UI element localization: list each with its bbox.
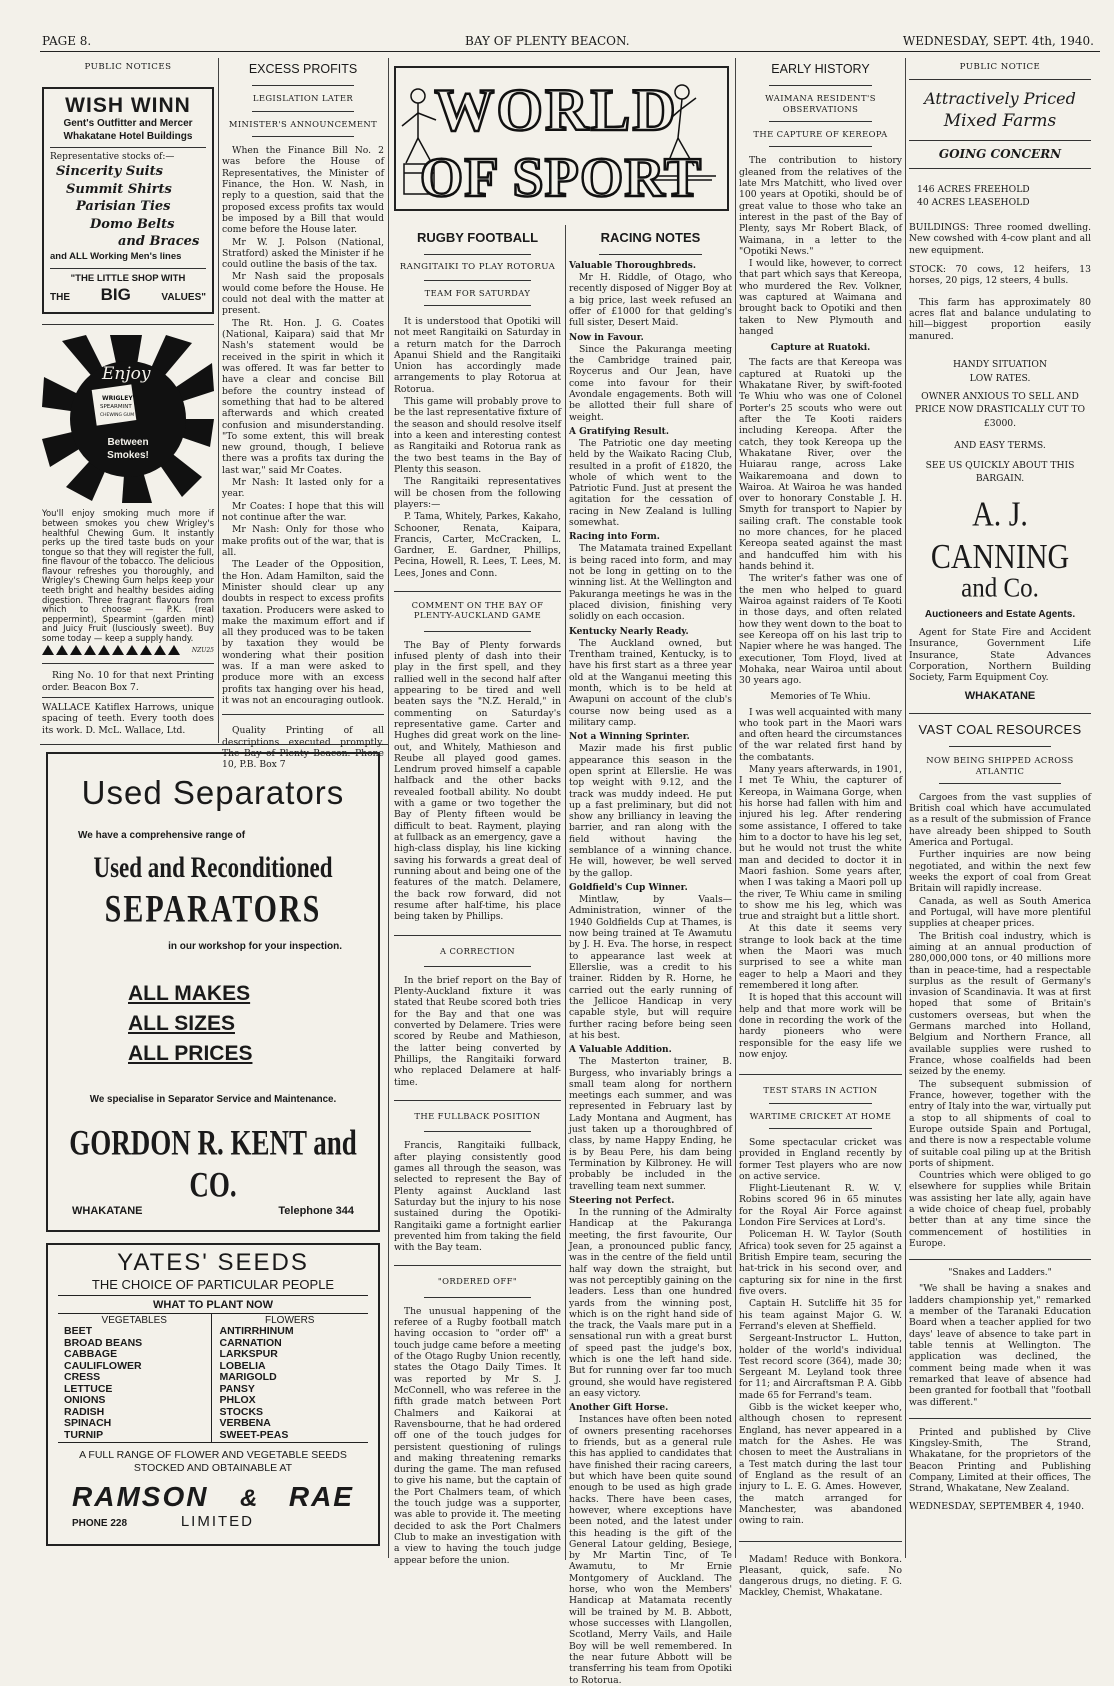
- snakes-heading: "Snakes and Ladders.": [948, 1268, 1052, 1279]
- easy-terms: AND EASY TERMS.: [954, 439, 1046, 451]
- racing-item-heading: Goldfield's Cup Winner.: [569, 883, 688, 894]
- paragraph: Policeman H. W. Taylor (South Africa) took seven for 25 against a British Empire team, securing the hat-trick in his second over, and capturing six for nine in the first five overs.: [739, 1229, 902, 1297]
- subheading: RANGITAIKI TO PLAY ROTORUA: [399, 261, 556, 272]
- paragraph: The Leader of the Opposition, the Hon. Adam Hamilton, said the Minister should clear up any doubts in respect to excess profits taxation. Producers were asked to make the maximum effort and if all they produced was to be taken by taxation they would be wondering what their position was. If a man were asked to produce more with an excess profits tax hanging over his head, it was not an encouraging outlook.: [222, 559, 384, 707]
- racing-items: [569, 261, 732, 1686]
- ruatoki-body: [739, 357, 902, 686]
- seed-item: LARKSPUR: [219, 1348, 278, 1361]
- all-prices: ALL PRICES: [128, 1042, 253, 1065]
- see-us: SEE US QUICKLY ABOUT THIS BARGAIN.: [925, 459, 1075, 485]
- racing-item-heading: A Gratifying Result.: [569, 426, 669, 437]
- ampersand: &: [239, 1484, 258, 1512]
- correction-heading: A CORRECTION: [439, 945, 515, 956]
- separators-ad: [46, 752, 380, 1232]
- racing-item-heading: A Valuable Addition.: [569, 1045, 672, 1056]
- slogan-big: BIG: [100, 285, 131, 305]
- racing-item-text: Instances have often been noted of owners presenting racehorses to friends, but as a general rule this has applied to candidates that have finished their racing careers, but which have been quite sound enough to be used as high grade hacks. There have been cases, however, where exceptions have been noted, and the latest under this heading is the gift of the General Latour gelding, Besiege, by Mr Martin Tinc, of Te Awamutu, to Mr Ernie Montgomery of Auckland. The horse, who won the Members' Handicap at Matamata recently will be trained by M. B. Abbott, whose successes with Llangollen, Scotland, Merry Vails, and Haile Boy will be well remembered. In the near future Abbott will be transferring his team from Opotiki to Rotorua.: [569, 1414, 732, 1686]
- rugby-body: [394, 316, 561, 579]
- racing-item-text: Mintlaw, by Vaals—Administration, winner of the 1940 Goldfields Cup at Thames, is now being trained at Te Awamutu by J. H. Eva. The horse, in respect to appearance last week at Ellerslie, was a credit to his trainer. Ridden by R. Horne, he carried out the early running of the Jellicoe Handicap in very capable style, but will require further racing before being seen at his best.: [569, 894, 732, 1041]
- stock-item: Summit Shirts: [66, 181, 172, 197]
- ad-line: Whakatane Hotel Buildings: [63, 130, 193, 142]
- racing-item-text: Since the Pakuranga meeting the Cambridge trained pair, Roycerus and Our Jean, have come into favour for their Avondale engagements. Both will be allotted their full share of weight.: [569, 343, 732, 423]
- vegetable-list: [58, 1314, 212, 1442]
- correction-body: In the brief report on the Bay of Plenty-Auckland fixture it was stated that Reube scored both tries for the Bay and that one was converted by Delamere. Tries were scored by Reube and Mathieson, the latter being converted by Phillips, the Rangitaiki forward who replaced Delamere at half-time.: [394, 974, 561, 1088]
- imprint: Printed and published by Clive Kingsley-Smith, The Strand, Whakatane, for the proprietors of the Beacon Printing and Publishing Company, Limited at their offices, The Strand, Whakatane, New Zealand.: [909, 1426, 1091, 1495]
- fullback-body: Francis, Rangitaiki fullback, after playing consistently good games all through the season, was selected to represent the Bay of Plenty against Auckland last Saturday but the injury to his nose sustained during the Opotiki-Rangitaiki game a fortnight earlier prevented him from taking the field with the Bay team.: [394, 1140, 561, 1254]
- racing-item-heading: Another Gift Horse.: [569, 1403, 669, 1414]
- farm-land: This farm has approximately 80 acres flat and balance undulating to hill—biggest proportion easily manured.: [909, 296, 1091, 342]
- column-racing: [569, 218, 732, 1686]
- seed-item: SWEET-PEAS: [219, 1428, 289, 1441]
- racing-item-heading: Not a Winning Sprinter.: [569, 732, 690, 743]
- seed-item: CAULIFLOWER: [64, 1359, 142, 1372]
- notice-heading: PUBLIC NOTICE: [959, 62, 1041, 72]
- seed-item: MARIGOLD: [219, 1371, 277, 1384]
- freehold: 146 ACRES FREEHOLD: [917, 183, 1030, 195]
- slogan: "THE LITTLE SHOP WITH: [70, 273, 186, 285]
- working-lines: and ALL Working Men's lines: [50, 250, 182, 262]
- wrigleys-ad: [42, 335, 214, 655]
- racing-item-heading: Valuable Thoroughbreds.: [569, 260, 696, 271]
- pack-flavour: SPEARMINT: [100, 404, 132, 411]
- footer-date: WEDNESDAY, SEPTEMBER 4, 1940.: [909, 1500, 1085, 1512]
- paragraph: The writer's father was one of the men who helped to guard Wairoa against raiders of Te Kooti in those days, and often related how they went down to the boat to see Kereopa off on his last trip to Napier where he was hanged. The executioner, Tom Floyd, lived at Mohaka, near Wairoa until about 30 years ago.: [739, 573, 902, 687]
- seed-lists: [58, 1313, 368, 1442]
- coal-body: [909, 792, 1091, 1250]
- paragraph: The facts are that Kereopa was captured at Ruatoki up the Whakatane River, by swift-footed Te Whiu who was one of Colonel Porter's 25 scouts who were out after the Te Kooti raiders including Kereopa. After the catch, they took Kereopa up the Whakatane River, over the Huiarau range, across Lake Waikaremoana and down to Wairoa. At Wairoa he was handed over to honorary Constable J. H. Smyth for transport to Napier by sailing craft. The constable took no more chances, for he placed Kereopa seated against the mast and handcuffed him with his hands behind it.: [739, 357, 902, 573]
- paragraph: Canada, as well as South America and Portugal, will have more plentiful supplies at cheaper prices.: [909, 895, 1091, 930]
- ramson-phone: PHONE 228: [72, 1517, 128, 1529]
- paragraph: Captain H. Sutcliffe hit 35 for his team against Major G. W. Ferrand's eleven at Sheffield.: [739, 1298, 902, 1332]
- racing-item-heading: Steering not Perfect.: [569, 1195, 675, 1206]
- whiu-body: [739, 707, 902, 1061]
- paragraph: It is understood that Opotiki will not meet Rangitaiki on Saturday in a return match for the Darroch Apanui Shield and the Rangitaiki Union has accordingly made arrangements to play Rotorua at Rotorua.: [394, 315, 561, 395]
- rae-word: RAE: [288, 1480, 354, 1512]
- ramson-rae-name: [58, 1477, 368, 1513]
- quality-printing-notice: Quality Printing of all descriptions executed promptly. The Bay of Plenty Beacon. Phone 10, P.B. Box 7: [222, 725, 384, 771]
- separators-footer: [58, 1205, 368, 1217]
- stock-item: Sincerity Suits: [56, 164, 163, 180]
- racing-item-text: The Auckland owned, but Trentham trained, Kentucky, is to have his first start as a three year old at the Wanganui meeting this month, which is to be held at Awapuni on account of the club's course now being used as a military camp.: [569, 637, 732, 728]
- farms-title-1: Attractively Priced: [924, 88, 1076, 108]
- world-of-sport-image: [396, 68, 727, 209]
- farms-title-2: Mixed Farms: [943, 110, 1057, 131]
- stock-item: Parisian Ties: [76, 199, 171, 215]
- what-to-plant: WHAT TO PLANT NOW: [153, 1299, 273, 1311]
- farm-stock: STOCK: 70 cows, 12 heifers, 13 horses, 20 pigs, 12 steers, 4 bulls.: [909, 264, 1091, 287]
- seed-item: VERBENA: [219, 1417, 271, 1430]
- paragraph: P. Tama, Whitely, Parkes, Kakaho, Schooner, Renata, Kaipara, Francis, Carter, McCracken, L. Gardner, E. Gardner, Phillips, Pecina, Howell, R. Lees, T. Lees, M. Lees, Jones and Conn.: [394, 511, 561, 579]
- column-rugby: [394, 218, 561, 1566]
- paragraph: This game will probably prove to be the last representative fixture of the season and should resolve itself into a keen and interesting contest as Rangitaiki and Rotorua rank as the two best teams in the Bay of Plenty this season.: [394, 396, 561, 475]
- seed-item: BEET: [64, 1325, 93, 1337]
- ordered-off-heading: "ORDERED OFF": [437, 1276, 518, 1287]
- history-body: [739, 155, 902, 337]
- column-early-history: [739, 56, 902, 1599]
- all-makes: ALL MAKES: [128, 982, 251, 1005]
- wrigleys-sunburst-image: [42, 335, 214, 503]
- seed-item: ANTIRRHINUM: [219, 1325, 294, 1337]
- smokes-text: Smokes!: [107, 450, 149, 462]
- canning-agency: Agent for State Fire and Accident Insurance, Government Life Insurance, State Advances Corporation, Northern Building Society, Farm Equipment Coy.: [909, 627, 1091, 684]
- seed-item: RADISH: [64, 1405, 105, 1418]
- racing-item-text: Mazir made his first public appearance this season in the open sprint at Ellerslie. He was top weight with 9.12, and the track was muddy indeed. He put up a fast preliminary, but did not show any brilliancy in leaving the barrier, and ran along with the field without having the semblance of a winning chance. He will, however, be well served by the gallop.: [569, 743, 732, 879]
- separators-title: Used Separators: [81, 774, 345, 811]
- bonkora-notice: Madam! Reduce with Bonkora. Pleasant, quick, safe. No dangerous drugs, no dieting. F. G. Mackley, Chemist, Whakatane.: [739, 1553, 902, 1599]
- paragraph: Mr Nash: It lasted only for a year.: [222, 477, 384, 500]
- paragraph: The Rangitaiki representatives will be chosen from the following players:—: [394, 476, 561, 510]
- masthead: [40, 32, 1100, 52]
- wish-winn-ad: [42, 87, 214, 314]
- seed-item: ONIONS: [64, 1394, 106, 1407]
- ruatoki-heading: Capture at Ruatoki.: [770, 343, 871, 354]
- farms-title: [909, 88, 1091, 134]
- ad-code: NZU25: [191, 646, 214, 654]
- racing-item-heading: Kentucky Nearly Ready.: [569, 626, 689, 637]
- racing-item-text: Mr H. Riddle, of Otago, who recently disposed of Nigger Boy at a big price, last week refused an offer of £1000 for that gelding's full sister, Desert Maid.: [569, 272, 732, 329]
- going-concern: GOING CONCERN: [938, 146, 1062, 161]
- ordered-off-body: The unusual happening of the referee of a Rugby football match having occasion to "order off" a touch judge came before a meeting of the Otago Rugby Union recently, states the Otago Daily Times. It was reported by Mr S. J. McConnell, who was referee in the fifth grade match between Port Chalmers and Kaikorai at Ravensbourne, that he had ordered off one of the touch judges for persistent questioning of rulings and making threatening remarks during the game. The man refused to give his name, but the captain of the Port Chalmers team, of which the touch judge was a supporter, was able to provide it. The meeting decided to ask the Port Chalmers Club to make an investigation with a view to having the touch judge appear before the union.: [394, 1305, 561, 1566]
- paragraph: Flight-Lieutenant R. W. V. Robins scored 96 in 65 minutes for the Royal Air Force against London Fire Services at Lord's.: [739, 1183, 902, 1229]
- comment-body: The Bay of Plenty forwards infused plenty of dash into their play in the first spell, and they rallied well in the second half after appearing to be tired and well beaten says the "N.Z. Herald," in commenting on Saturday's representative game. Carter and Hughes did great work on the line-out, and Whitely, Mathieson and Reube all played good games. Lendrum proved himself a capable halfback and the other backs revealed football ability. No doubt with a game or two together the Bay of Plenty fifteen would be difficult to beat. Rayment, playing at fullback as an emergency, gave a high-class display, his line kicking saving his forwards a great deal of running about and being one of the features of the match. Delamere, the back row forward, did not resume after half-time, his place being taken by Phillips.: [394, 639, 561, 923]
- notices-heading: PUBLIC NOTICES: [84, 62, 172, 72]
- paragraph: It is hoped that this account will help and that more work will be done in recording the work of the hardy pioneers who were responsible for the easy life we now enjoy.: [739, 992, 902, 1060]
- seed-item: PHLOX: [219, 1394, 256, 1407]
- paragraph: When the Finance Bill No. 2 was before the House of Representatives, the Minister of Finance, the Hon. W. Nash, in reply to a question, said that the proposed excess profits tax would be imposed by a Bill that would come before the House later.: [222, 145, 384, 236]
- banner-world: WORLD: [434, 77, 678, 143]
- paragraph: At this date it seems very strange to look back at the time when the Maori was much surprised to see a white man eager to help a Maori and they remembered it long after.: [739, 923, 902, 992]
- paragraph: Cargoes from the vast supplies of British coal which have accumulated as a result of the submission of France have already been shipped to South America and Portugal.: [909, 791, 1091, 849]
- whiu-heading: Memories of Te Whiu.: [770, 692, 871, 703]
- yates-ad: [46, 1243, 380, 1546]
- stocks-intro: Representative stocks of:—: [50, 151, 175, 162]
- seed-item: PANSY: [219, 1382, 255, 1395]
- ad-phone: Telephone 344: [278, 1205, 354, 1217]
- subheading: THE CAPTURE OF KEREOPA: [753, 129, 888, 140]
- paragraph: Mr Nash said the proposals would come before the House. He could not deal with the matter at present.: [222, 271, 384, 317]
- column-excess-profits: [222, 56, 384, 771]
- cricket-subheading: WARTIME CRICKET AT HOME: [749, 1110, 892, 1121]
- ad-line: in our workshop for your inspection.: [168, 941, 342, 952]
- racing-item-text: The Matamata trained Expellant is being raced into form, and may not be long in getting on to the winning list. At the Wellington and Pakuranga meetings he was in the placed division, finishing very solidly on each occasion.: [569, 543, 732, 623]
- used-reconditioned: Used and Reconditioned: [93, 851, 333, 884]
- acreage: [909, 183, 1091, 211]
- seed-item: TURNIP: [64, 1428, 104, 1441]
- racing-item-heading: Racing into Form.: [569, 532, 660, 543]
- cricket-heading: TEST STARS IN ACTION: [763, 1085, 878, 1096]
- paragraph: Mr Coates: I hope that this will not continue after the war.: [222, 500, 384, 524]
- slogan-values: VALUES": [161, 292, 206, 304]
- paragraph: I was well acquainted with many who took part in the Maori wars and often heard the circumstances of the war related first hand by the combatants.: [739, 706, 902, 763]
- separators-word: SEPARATORS: [104, 887, 322, 931]
- yates-full-range: A FULL RANGE OF FLOWER AND VEGETABLE SEEDS STOCKED AND OBTAINABLE AT: [58, 1442, 368, 1476]
- seed-item: CARNATION: [219, 1336, 282, 1349]
- enjoy-text: Enjoy: [102, 364, 151, 385]
- canning-co: and Co.: [961, 573, 1039, 604]
- stock-item: Domo Belts: [90, 216, 175, 232]
- veg-items: [64, 1326, 205, 1441]
- seed-item: BROAD BEANS: [64, 1336, 143, 1349]
- paragraph: The contribution to history gleaned from the relatives of the late Mrs Matchitt, who lived over 100 years at Opotiki, should be of great value to those who take an interest in the past of the Bay of Plenty, says Mr Robert Black, of Waimana, in a letter to the "Opotiki News.": [739, 155, 902, 257]
- racing-item-text: The Masterton trainer, B. Burgess, who invariably brings a small team along for northern meetings each summer, and was represented in February last by Lady Montana and Augment, has just taken up a thoroughbred of class, by name Happy Ending, he is by Beau Pere, his dam being Termination by Kilbroney. He will probably be included in the travelling team next summer.: [569, 1056, 732, 1192]
- paragraph: Gibb is the wicket keeper who, although chosen to represent England, has never appeared in a match for the Ashes. He was chosen to meet the Australians in a Test match during the last tour of England as the result of an injury to L. E. G. Ames. However, the match arranged for Manchester, was abandoned owing to rain.: [739, 1402, 902, 1527]
- canning-name: A. J. CANNING: [930, 495, 1070, 577]
- ramson-word: RAMSON: [72, 1480, 209, 1512]
- subheading: MINISTER'S ANNOUNCEMENT: [228, 118, 378, 129]
- paragraph: The British coal industry, which is aiming at an annual production of 280,000,000 tons, or 40 millions more than in peace-time, had a respectable surplus as the result of Germany's invasion of Scandinavia. It was at first hoped that some of Britain's customers overseas, but when the Germans marched into Holland, Belgium and Northern France, all available supplies were rushed to France, whose coalfields had been seized by the enemy.: [909, 930, 1091, 1078]
- handy-situation: HANDY SITUATION: [952, 358, 1047, 370]
- snakes-body: "We shall be having a snakes and ladders championship yet," remarked a member of the Taranaki Education Board when a teacher applied for two days' leave of absence to take part in table tennis at Wellington. The application was declined, the comment being made when it was remarked that leave of absence had been granted for football that "football was different.": [909, 1283, 1091, 1408]
- flower-heading: FLOWERS: [265, 1315, 315, 1326]
- ad-town: WHAKATANE: [72, 1205, 143, 1217]
- column-public-notice: [909, 56, 1091, 1561]
- excess-profits-title: EXCESS PROFITS: [248, 62, 358, 76]
- ad-line: We have a comprehensive range of: [78, 830, 246, 841]
- yates-footer: [58, 1513, 368, 1530]
- wrigleys-footer: [42, 645, 214, 655]
- low-rates: LOW RATES.: [969, 372, 1031, 384]
- rugby-title: RUGBY FOOTBALL: [416, 230, 539, 245]
- wrigleys-copy: You'll enjoy smoking much more if between smokes you chew Wrigley's healthful Chewing Gum. It instantly perks up the tired taste buds on your tongue so that they will register the full, fine flavour of the tobacco. The delicious flavour refreshes you thoroughly, and Wrigley's Chewing Gum helps keep your teeth bright and healthy besides aiding digestion. Three fragrant flavours from which to choose — P.K. (real peppermint), Spearmint (garden mint) and Juicy Fruit (lusciously sweet). Buy some today — keep a supply handy.: [42, 508, 214, 643]
- triangle-border-icon: [42, 645, 182, 655]
- ad-line: We specialise in Separator Service and Maintenance.: [89, 1094, 337, 1105]
- wallace-notice: WALLACE Katiflex Harrows, unique spacing of teeth. Every tooth does its work. D. McL. Wallace, Ltd.: [42, 702, 214, 736]
- slogan-line: [50, 285, 206, 306]
- paragraph: The Rt. Hon. J. G. Coates (National, Kaipara) said that Mr Nash's statement would be received in the spirit in which it was offered. It was far better to have a clear and concise Bill before the country instead of something that had to be altered afterwards and which created confusion and misunderstanding. "To some extent, this will break new ground, though, I believe there was a profits tax during the last war," said Mr Coates.: [222, 317, 384, 476]
- subheading: TEAM FOR SATURDAY: [424, 287, 531, 298]
- paragraph: Many years afterwards, in 1901, I met Te Whiu, the capturer of Kereopa, in Waimana Gorge, when his horse had fallen with him and injured his leg. After rendering some assistance, I offered to take him to a doctor to have his leg set, but he would not trust the white man and decided to doctor it in Maori fashion. Some years after, when I was taking a Maori poll up the river, Te Whiu came in smiling to show me his leg, which was true and straight but a little short.: [739, 764, 902, 923]
- all-sizes: ALL SIZES: [128, 1012, 235, 1035]
- racing-item-text: The Patriotic one day meeting held by the Waikato Racing Club, resulted in a profit of £1820, the whole of which went to the Patriotic Fund. Just at present the agitation for the cessation of racing in New Zealand is lulling somewhat.: [569, 437, 732, 529]
- paragraph: Sergeant-Instructor L. Hutton, holder of the world's individual Test record score (364), made 30; Sergeant M. Leyland took three for 11; and Aircraftsman P. A. Gibb made 65 for Ferrand's team.: [739, 1333, 902, 1401]
- paragraph: Further inquiries are now being negotiated, and within the next few weeks the export of coal from Great Britain will rapidly increase.: [909, 849, 1091, 895]
- gordon-kent-name: GORDON R. KENT and CO.: [69, 1122, 357, 1205]
- paragraph: Mr Nash: Only for those who make profits out of the war, that is all.: [222, 524, 384, 558]
- stock-item: and Braces: [118, 234, 200, 250]
- flower-list: [212, 1314, 369, 1442]
- canning-town: WHAKATANE: [964, 689, 1036, 702]
- fullback-heading: THE FULLBACK POSITION: [414, 1110, 541, 1121]
- ramson-limited: LIMITED: [180, 1512, 254, 1530]
- paragraph: The subsequent submission of France, however, together with the entry of Italy into the war, virtually put a stop to all shipments of coal to Europe outside Spain and Portugal, and there is now a respectable volume of suitable coal piling up at the British ports of shipment.: [909, 1078, 1091, 1169]
- paragraph: Some spectacular cricket was provided in England recently by former Test players who are now on active service.: [739, 1136, 902, 1182]
- wish-winn-title: WISH WINN: [65, 93, 191, 117]
- subheading: WAIMANA RESIDENT'S OBSERVATIONS: [765, 93, 876, 114]
- banner-of-sport: OF SPORT: [419, 147, 703, 209]
- owner-anxious: OWNER ANXIOUS TO SELL AND PRICE NOW DRASTICALLY CUT TO £3000.: [914, 390, 1086, 430]
- excess-profits-body: [222, 145, 384, 706]
- coal-subheading: NOW BEING SHIPPED ACROSS ATLANTIC: [926, 755, 1074, 776]
- ad-line: Gent's Outfitter and Mercer: [63, 118, 193, 130]
- farm-terms: [909, 358, 1091, 486]
- coal-title: VAST COAL RESOURCES: [918, 722, 1082, 738]
- seed-item: STOCKS: [219, 1405, 264, 1418]
- issue-date: WEDNESDAY, SEPT. 4th, 1940.: [902, 34, 1094, 48]
- seed-item: SPINACH: [64, 1417, 112, 1430]
- sizes-list: [128, 982, 368, 1066]
- slogan-the: THE: [50, 292, 70, 304]
- pack-brand: WRIGLEY'S: [102, 395, 139, 403]
- seed-item: CABBAGE: [64, 1348, 118, 1361]
- paragraph: I would like, however, to correct that part which says that Kereopa, who murdered the Rev. Volkner, was captured at Waimana and brought back to Opotiki and then taken to New Plymouth and hanged: [739, 258, 902, 338]
- yates-title: YATES' SEEDS: [117, 1249, 309, 1276]
- page-number: PAGE 8.: [42, 34, 92, 48]
- seed-item: LETTUCE: [64, 1382, 113, 1395]
- comment-heading: COMMENT ON THE BAY OF PLENTY-AUCKLAND GAME: [411, 600, 544, 621]
- racing-item-text: In the running of the Admiralty Handicap at the Pakuranga meeting, the first favourite, Our Jean, a pronounced public fancy, was in the centre of the field until half way down the straight, but was not perceptibly gaining on the leaders. Less than one hundred yards from the winning post, which is on the right hand side of the track, the Vaals mare put in a sensational run with a great burst of speed past the judge's box, which is one the left hand side. But for running over far too much ground, she would have registered an easy victory.: [569, 1207, 732, 1400]
- racing-item-heading: Now in Favour.: [569, 332, 644, 343]
- yates-choice: THE CHOICE OF PARTICULAR PEOPLE: [58, 1277, 368, 1296]
- pack-type: CHEWING GUM: [100, 413, 135, 419]
- farm-buildings: BUILDINGS: Three roomed dwelling. New cowshed with 4-cow plant and all new equipment.: [909, 222, 1091, 256]
- ring-notice: Ring No. 10 for that next Printing order. Beacon Box 7.: [42, 670, 214, 693]
- subheading: LEGISLATION LATER: [252, 93, 354, 104]
- seed-item: LOBELIA: [219, 1359, 266, 1372]
- column-notices: [42, 56, 214, 746]
- paragraph: Countries which were obliged to go elsewhere for supplies while Britain was assisting her late ally, again have a wide choice of cheap fuel, probably better than at any time since the commencement of hostilities in Europe.: [909, 1170, 1091, 1250]
- leasehold: 40 ACRES LEASEHOLD: [917, 197, 1030, 209]
- cricket-body: [739, 1137, 902, 1527]
- paper-title: BAY OF PLENTY BEACON.: [465, 34, 630, 48]
- early-history-title: EARLY HISTORY: [771, 62, 870, 76]
- between-text: Between: [107, 437, 149, 449]
- seed-item: CRESS: [64, 1371, 101, 1384]
- veg-heading: VEGETABLES: [101, 1315, 167, 1326]
- world-of-sport-banner: [394, 66, 729, 211]
- racing-title: RACING NOTES: [600, 230, 701, 245]
- flower-items: [220, 1326, 361, 1441]
- paragraph: Mr W. J. Polson (National, Stratford) asked the Minister if he could outline the basis of the tax.: [222, 236, 384, 271]
- auctioneers: Auctioneers and Estate Agents.: [924, 608, 1076, 620]
